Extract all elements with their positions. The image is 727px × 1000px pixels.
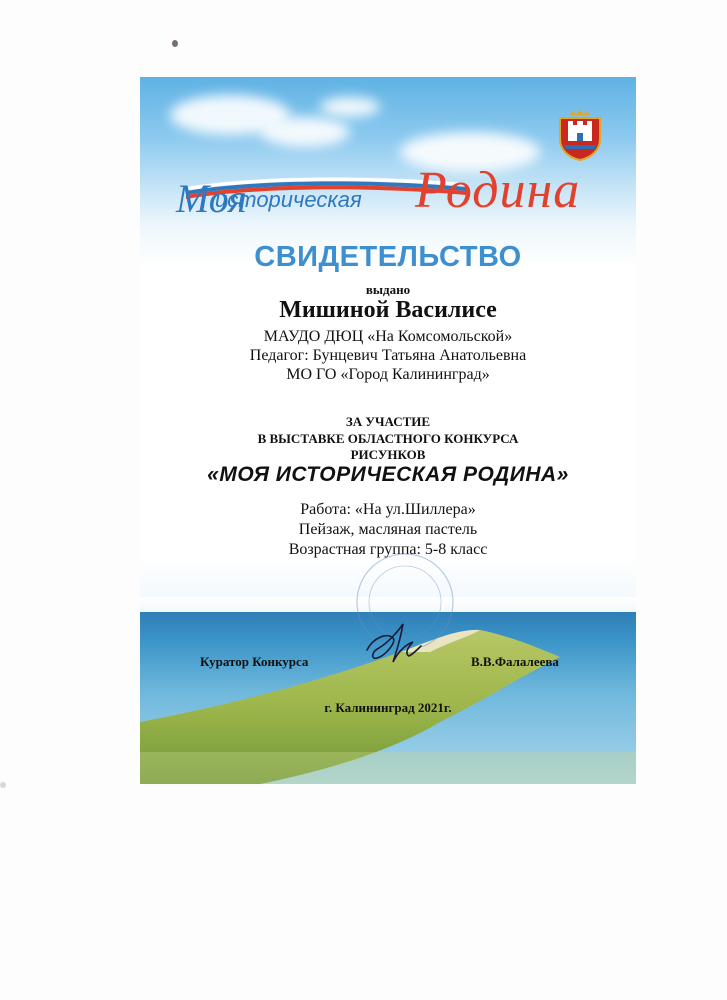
curator-label: Куратор Конкурса [200, 654, 309, 669]
work-title: Работа: «На ул.Шиллера» [300, 501, 476, 518]
municipality: МО ГО «Город Калининград» [286, 366, 490, 383]
scan-mark [0, 782, 6, 788]
signature-icon [363, 620, 423, 665]
paper-speck [172, 40, 178, 47]
coat-of-arms-icon [557, 109, 603, 161]
contest-name: «МОЯ ИСТОРИЧЕСКАЯ РОДИНА» [207, 463, 569, 486]
participation-line-3: РИСУНКОВ [350, 447, 426, 462]
logo-moya: Моя [176, 176, 247, 221]
participation-line-2: В ВЫСТАВКЕ ОБЛАСТНОГО КОНКУРСА [257, 431, 519, 446]
cloud [320, 97, 380, 117]
certificate [140, 77, 636, 784]
age-group: Возрастная группа: 5-8 класс [288, 541, 488, 558]
issued-label: выдано [365, 282, 411, 297]
certificate-heading: СВИДЕТЕЛЬСТВО [254, 241, 522, 273]
cloud [260, 117, 350, 147]
organization: МАУДО ДЮЦ «На Комсомольской» [263, 328, 513, 345]
technique: Пейзаж, масляная пастель [298, 521, 478, 538]
logo-rodina: Родина [415, 162, 581, 219]
footer-place-year: г. Калининград 2021г. [324, 700, 452, 715]
logo-istoricheskaya: историческая [215, 187, 362, 212]
participation-line-1: ЗА УЧАСТИЕ [345, 414, 431, 429]
recipient-name: Мишиной Василисе [279, 297, 497, 323]
curator-name: В.В.Фалалеева [471, 654, 559, 669]
teacher: Педагог: Бунцевич Татьяна Анатольевна [249, 347, 527, 364]
